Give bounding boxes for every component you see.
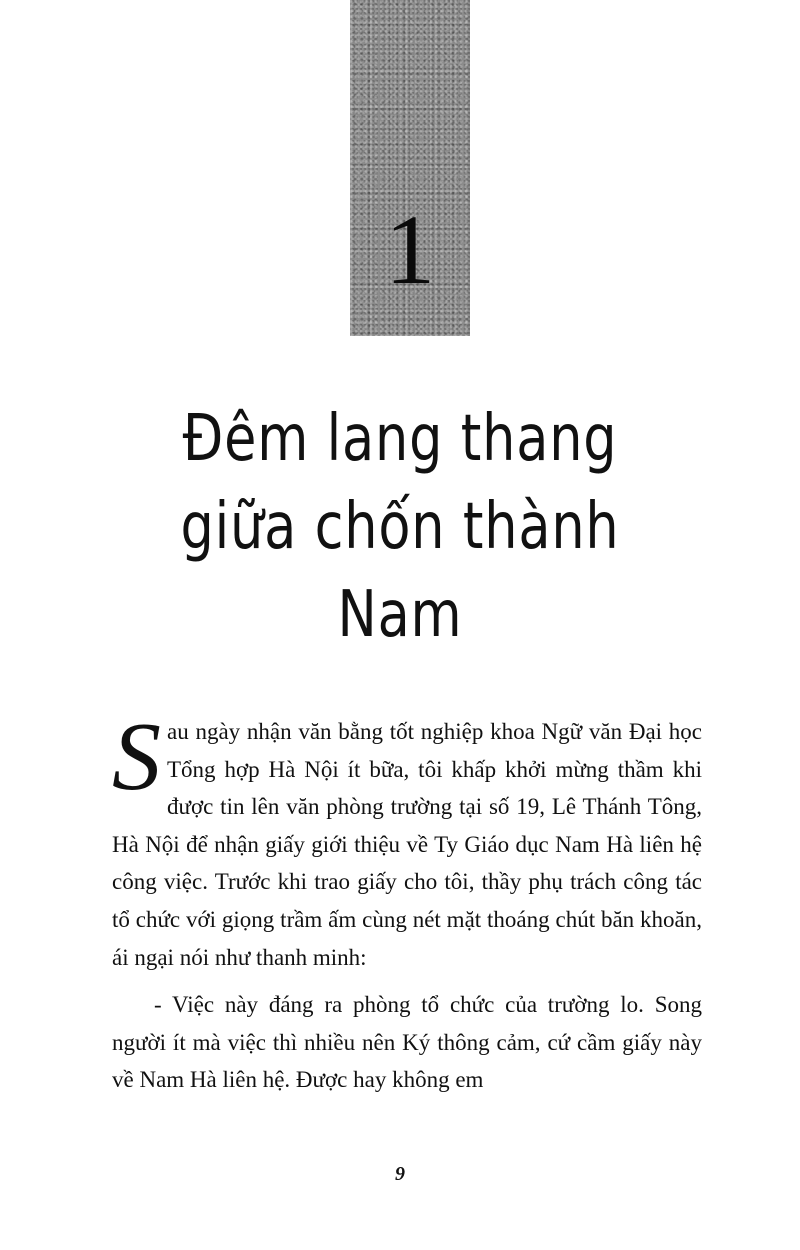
- drop-cap: S: [112, 703, 161, 811]
- chapter-number-box: [350, 0, 470, 336]
- chapter-title-line-2: giữa chốn thành Nam: [180, 490, 620, 652]
- chapter-title: [121, 395, 679, 659]
- paragraph-1: [112, 703, 702, 976]
- body-text: [112, 703, 702, 1099]
- chapter-number: 1: [385, 194, 435, 305]
- page-number: 9: [395, 1163, 405, 1185]
- paragraph-1-text: au ngày nhận văn bằng tốt nghiệp khoa Ngữ văn Đại học Tổng hợp Hà Nội ít bữa, tôi khấp khởi mừng thầm khi được tin lên văn phòng trường tại số 19, Lê Thánh Tông, Hà Nội để nhận giấy giới thiệu về Ty Giáo dục Nam Hà liên hệ công việc. Trước khi trao giấy cho tôi, thầy phụ trách công tác tổ chức với giọng trầm ấm cùng nét mặt thoáng chút băn khoăn, ái ngại nói như thanh minh:: [112, 719, 702, 970]
- paragraph-2: - Việc này đáng ra phòng tổ chức của trường lo. Song người ít mà việc thì nhiều nên Ký thông cảm, cứ cầm giấy này về Nam Hà liên hệ. Được hay không em: [112, 992, 702, 1093]
- chapter-title-line-1: Đêm lang thang: [182, 402, 618, 476]
